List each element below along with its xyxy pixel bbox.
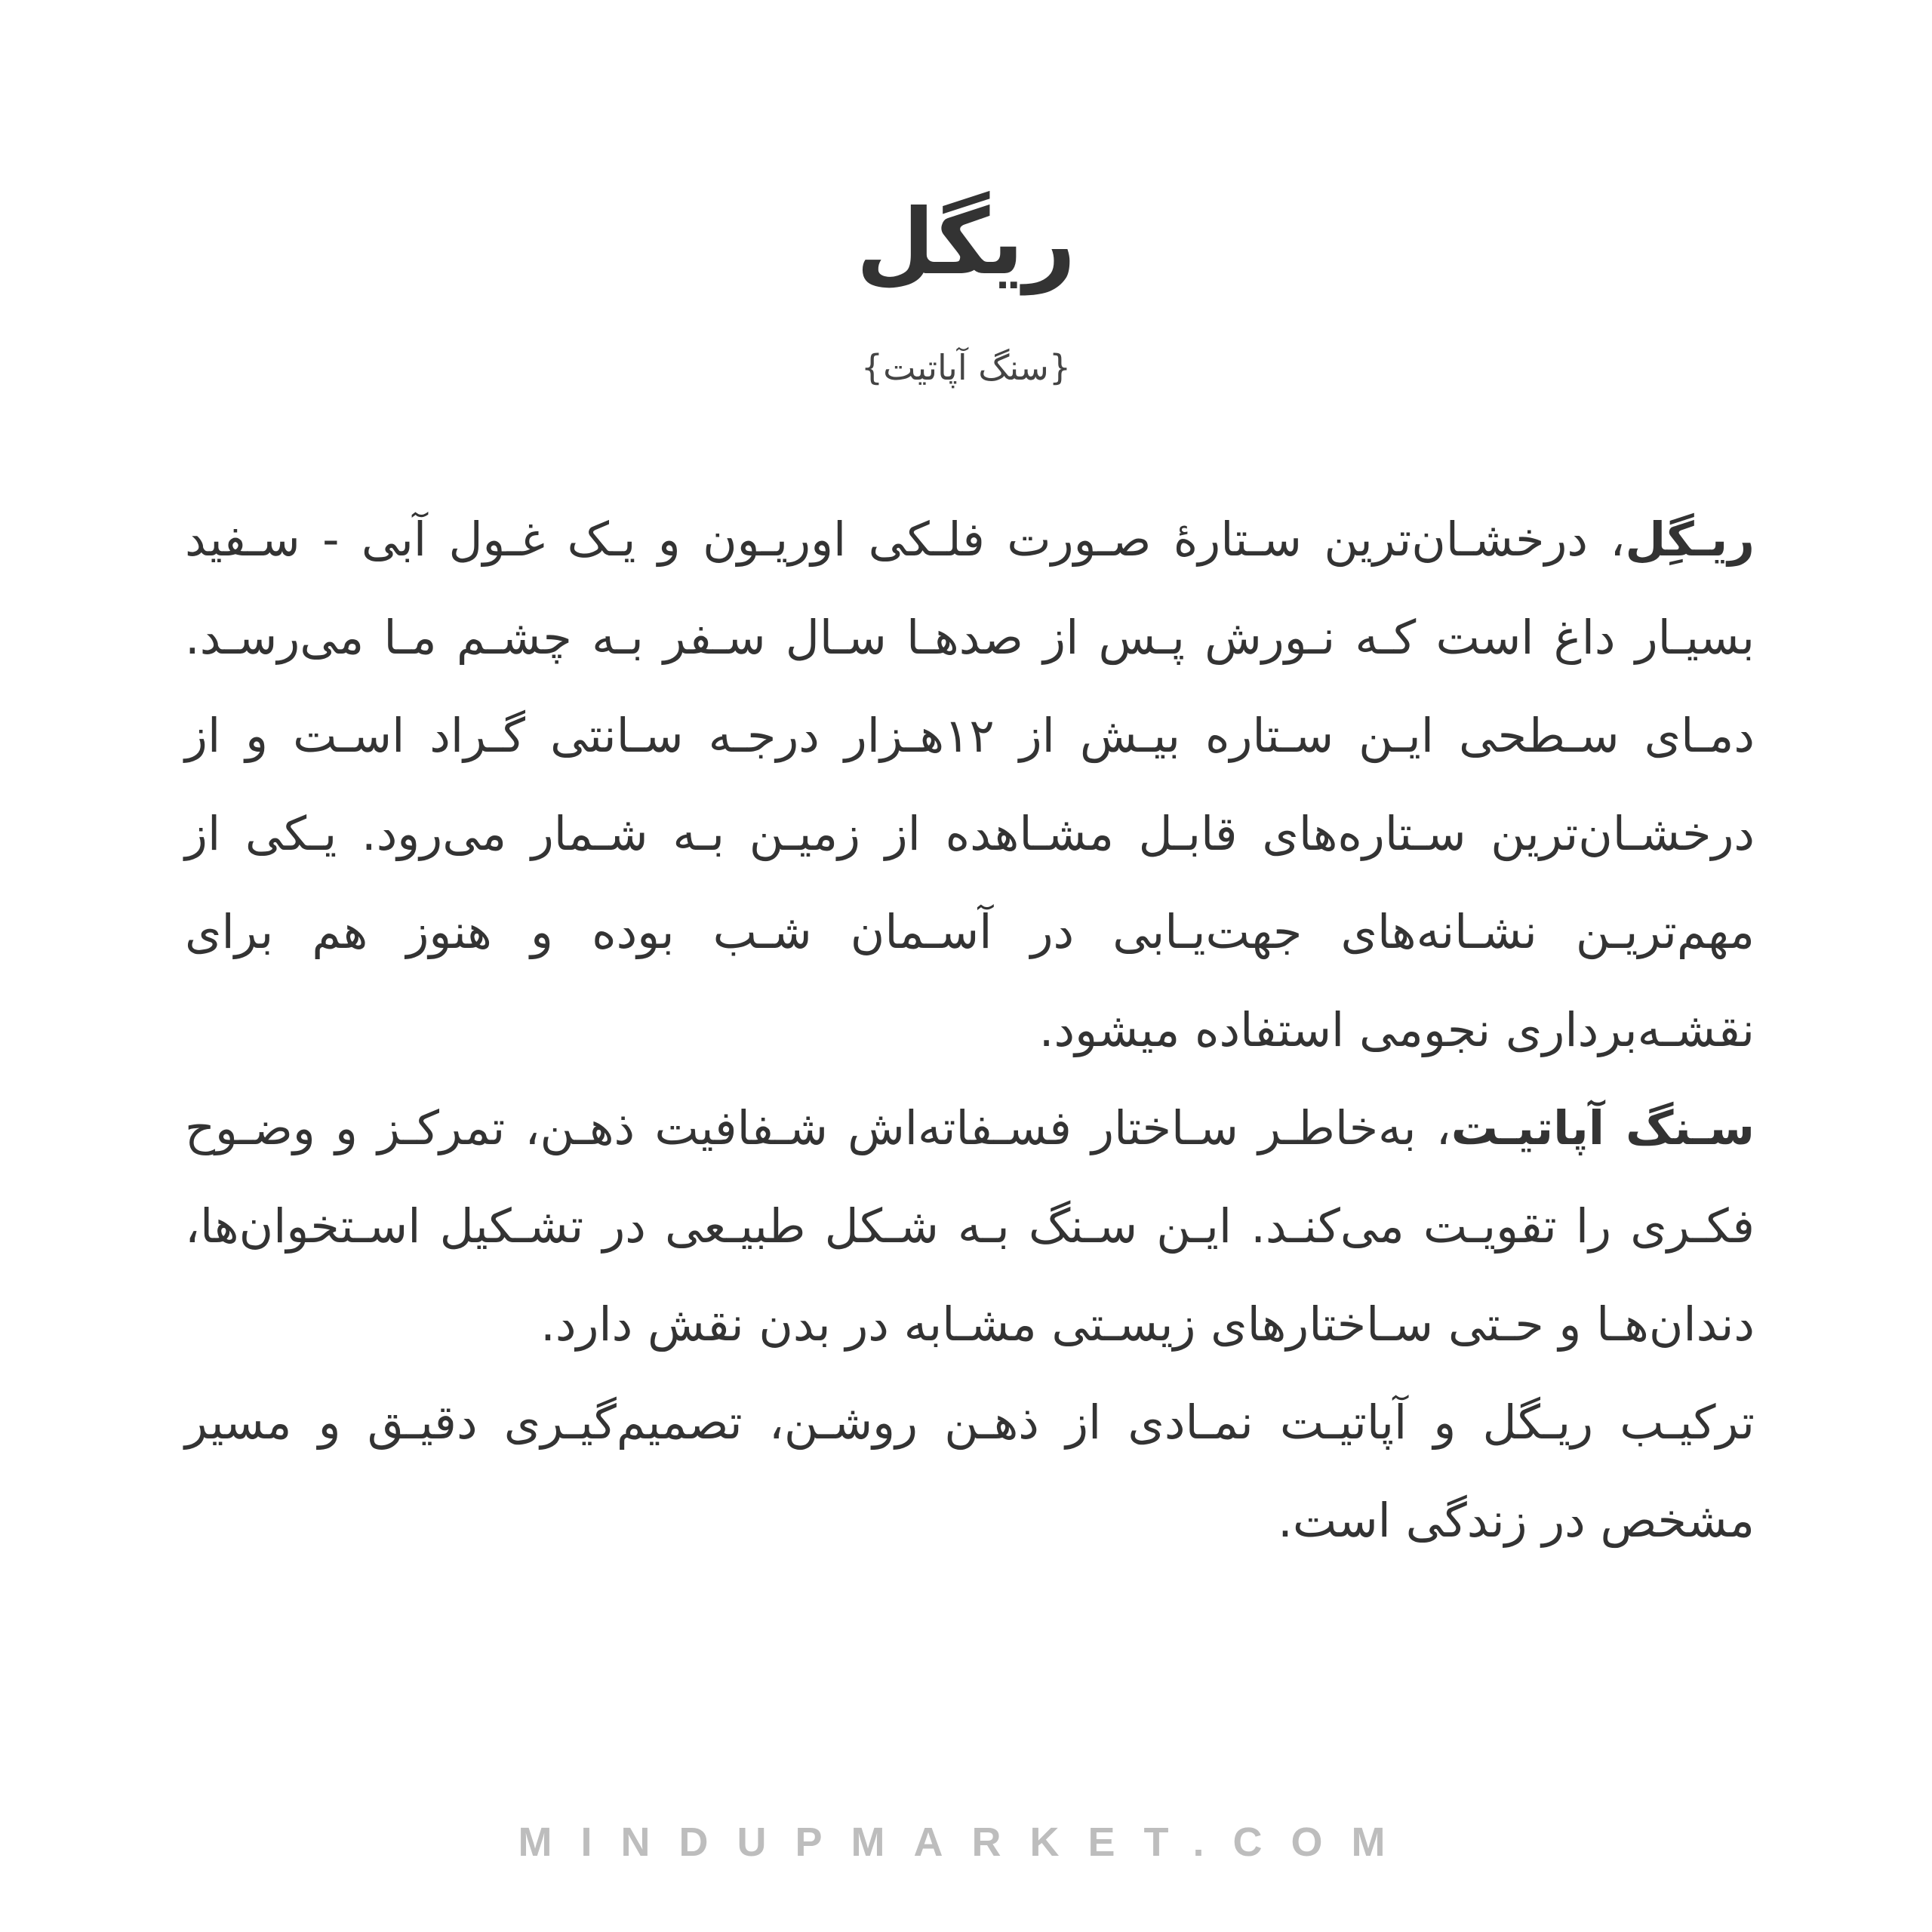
term-apatite: سـنگ آپاتیـت — [1451, 1100, 1755, 1155]
paragraph-combination — [185, 1374, 1755, 1570]
body-text — [185, 491, 1755, 1570]
page-subtitle: {سنگ آپاتیت} — [860, 347, 1072, 388]
paragraph-apatite — [185, 1079, 1755, 1374]
text-rigel: ، درخشـان‌ترین سـتارۀ صـورت فلـکی اوریـون و یـک غـول آبی - سـفید بسیـار داغ است کـه نـورش پـس از صدهـا سـال سـفر بـه چشـم مـا می‌رسـد. دمـای سـطحی ایـن سـتاره بیـش از ۱۲هـزار درجـه سـانتی گـراد اسـت و از درخشـان‌ترین سـتاره‌های قابـل مشـاهده از زمیـن بـه شـمار می‌رود. یـکی از مهم‌تریـن نشـانه‌های جهت‌یـابی در آسـمان شـب بوده و هنوز هم برای نقشـه‌برداری نجومی استفاده میشود. — [185, 512, 1755, 1057]
text-apatite: ، به‌خاطـر سـاختار فسـفاته‌اش شـفافیت ذهـن، تمرکـز و وضـوح فکـری را تقویـت می‌کنـد. ایـن سـنگ بـه شـکل طبیـعی در تشـکیل اسـتخوان‌ها، دندان‌هـا و حـتی سـاختارهای زیسـتی مشـابه در بدن نقش دارد. — [185, 1100, 1755, 1352]
term-rigel: ریـگِل — [1625, 512, 1755, 567]
footer-website: MINDUPMARKET.COM — [518, 1820, 1414, 1865]
paragraph-rigel — [185, 491, 1755, 1079]
text-combination: ترکیـب ریـگل و آپاتیـت نمـادی از ذهـن روشـن، تصمیم‌گیـری دقیـق و مسیر مشخص در زندگی است. — [185, 1395, 1755, 1548]
page-title: ریگل — [856, 190, 1076, 295]
